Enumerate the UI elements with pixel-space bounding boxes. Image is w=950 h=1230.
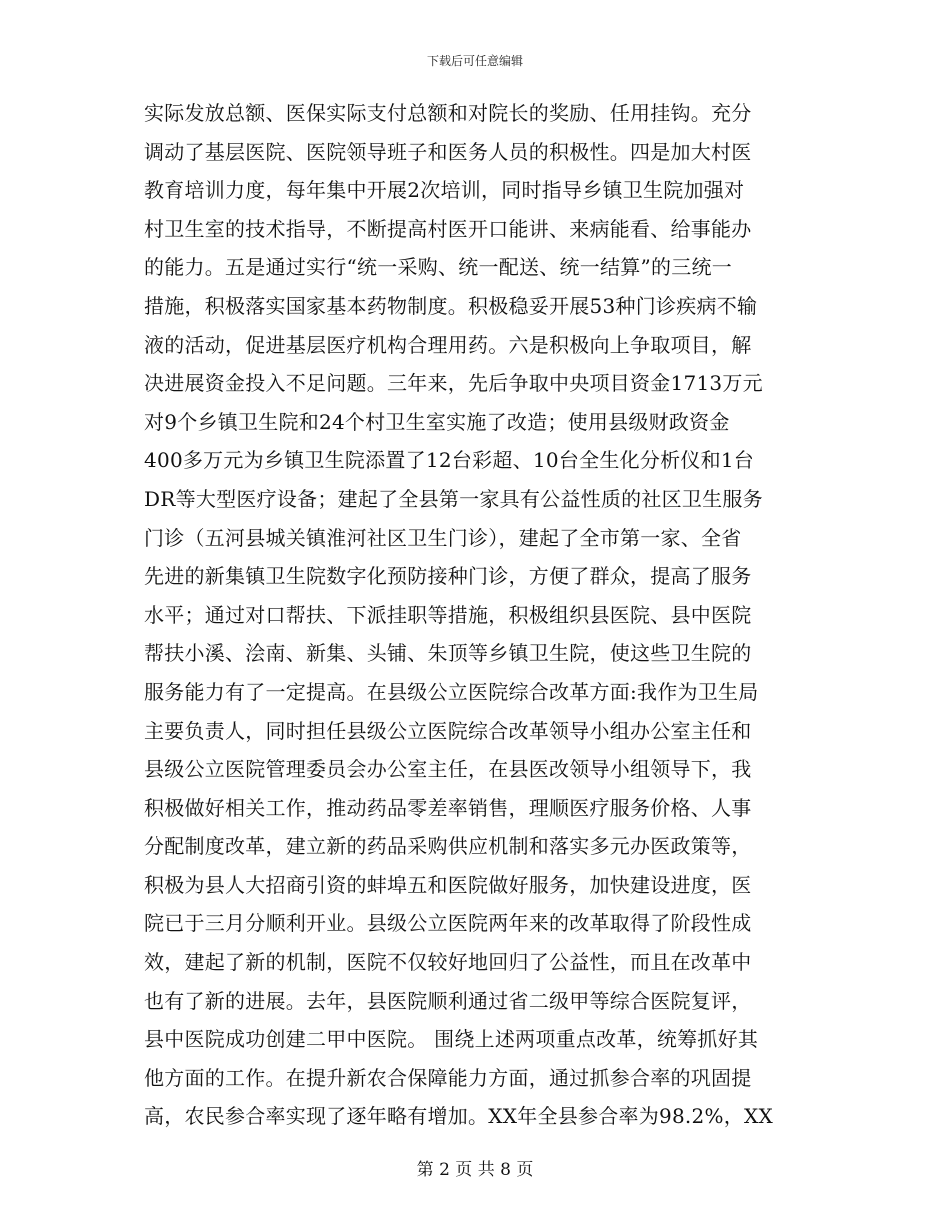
text-line: 教育培训力度，每年集中开展2次培训，同时指导乡镇卫生院加强对 — [144, 178, 745, 203]
text-line: 门诊（五河县城关镇淮河社区卫生门诊），建起了全市第一家、全省 — [144, 525, 742, 550]
text-line: 服务能力有了一定提高。在县级公立医院综合改革方面:我作为卫生局 — [144, 679, 759, 704]
text-line: 县级公立医院管理委员会办公室主任，在县医改领导小组领导下，我 — [144, 757, 752, 782]
text-line: 的能力。五是通过实行“统一采购、统一配送、统一结算”的三统一 — [144, 255, 732, 280]
text-line: 决进展资金投入不足问题。三年来，先后争取中央项目资金1713万元 — [144, 371, 763, 396]
text-line: 帮扶小溪、浍南、新集、头铺、朱顶等乡镇卫生院，使这些卫生院的 — [144, 641, 752, 666]
text-line: 先进的新集镇卫生院数字化预防接种门诊，方便了群众，提高了服务 — [144, 564, 752, 589]
text-line: 县中医院成功创建二甲中医院。 围绕上述两项重点改革，统筹抓好其 — [144, 1027, 759, 1052]
text-line: 主要负责人，同时担任县级公立医院综合改革领导小组办公室主任和 — [144, 718, 752, 743]
text-line: 措施，积极落实国家基本药物制度。积极稳妥开展53种门诊疾病不输 — [144, 293, 758, 318]
text-line: 他方面的工作。在提升新农合保障能力方面，通过抓参合率的巩固提 — [144, 1065, 752, 1090]
text-line: 水平；通过对口帮扶、下派挂职等措施，积极组织县医院、县中医院 — [144, 602, 752, 627]
text-line: 也有了新的进展。去年，县医院顺利通过省二级甲等综合医院复评， — [144, 988, 752, 1013]
text-line: DR等大型医疗设备；建起了全县第一家具有公益性质的社区卫生服务 — [144, 486, 763, 511]
text-line: 调动了基层医院、医院领导班子和医务人员的积极性。四是加大村医 — [144, 139, 752, 164]
text-line: 效，建起了新的机制，医院不仅较好地回归了公益性，而且在改革中 — [144, 950, 752, 975]
text-line: 村卫生室的技术指导，不断提高村医开口能讲、来病能看、给事能办 — [144, 216, 752, 241]
page-header: 下载后可任意编辑 — [426, 54, 523, 68]
text-line: 院已于三月分顺利开业。县级公立医院两年来的改革取得了阶段性成 — [144, 911, 752, 936]
text-line: 实际发放总额、医保实际支付总额和对院长的奖励、任用挂钩。充分 — [144, 101, 752, 125]
text-line: 400多万元为乡镇卫生院添置了12台彩超、10台全生化分析仪和1台 — [144, 448, 755, 473]
text-line: 积极做好相关工作，推动药品零差率销售，理顺医疗服务价格、人事 — [144, 795, 752, 820]
text-line: 高，农民参合率实现了逐年略有增加。XX年全县参合率为98.2%，XX — [144, 1104, 773, 1129]
text-line: 积极为县人大招商引资的蚌埠五和医院做好服务，加快建设进度，医 — [144, 872, 752, 897]
page-number-footer: 第 2 页 共 8 页 — [416, 1160, 534, 1180]
text-line: 分配制度改革，建立新的药品采购供应机制和落实多元办医政策等， — [144, 834, 752, 859]
document-body — [144, 94, 814, 1136]
text-line: 液的活动，促进基层医疗机构合理用药。六是积极向上争取项目，解 — [144, 332, 752, 357]
text-line: 对9个乡镇卫生院和24个村卫生室实施了改造；使用县级财政资金 — [144, 409, 730, 434]
